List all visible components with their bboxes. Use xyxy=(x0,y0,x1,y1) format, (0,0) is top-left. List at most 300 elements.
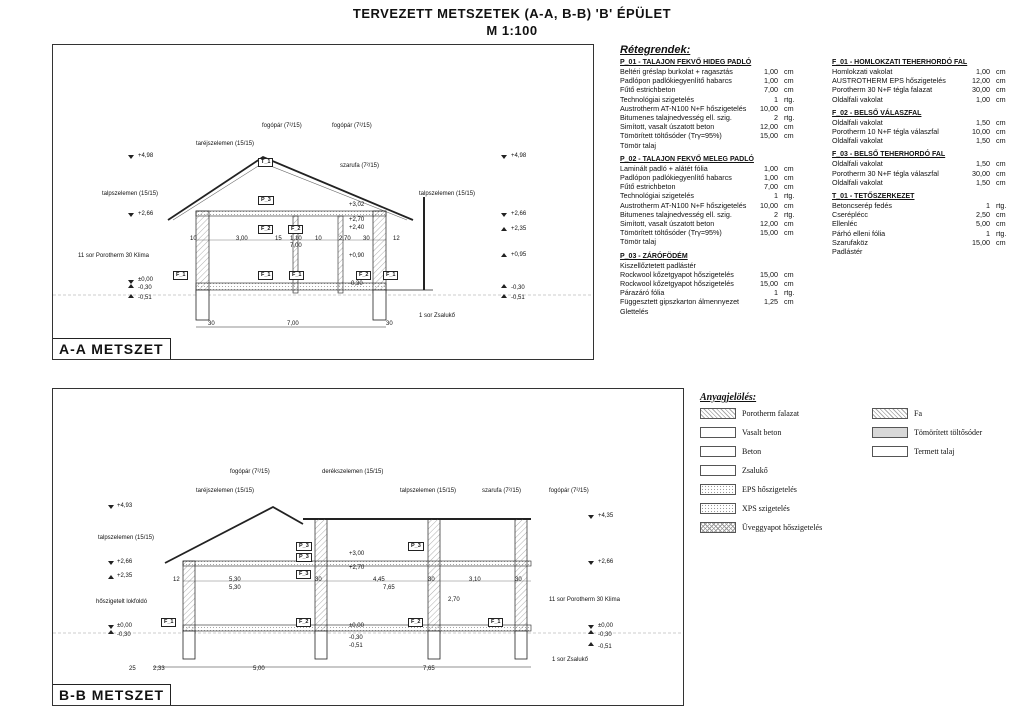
dim-bb-12: 5,00 xyxy=(253,666,265,672)
tag-bb-6: F_2 xyxy=(408,618,423,627)
callout-aa-4: talpszelemen (15/15) xyxy=(102,191,159,197)
level-aa-r3: +0,95 xyxy=(511,252,527,258)
material-swatch xyxy=(700,484,736,495)
dim-bb-3: 4,45 xyxy=(373,577,385,583)
level-aa-r0: +4,98 xyxy=(511,153,527,159)
layer-group xyxy=(620,156,806,247)
tag-bb-5: F_2 xyxy=(296,618,311,627)
layer-name: Oldalfali vakolat xyxy=(832,94,883,104)
layer-thickness: 1 xyxy=(774,288,778,298)
layer-unit xyxy=(778,307,806,316)
layer-group xyxy=(832,59,1018,104)
dim-aa-8: 12 xyxy=(393,236,400,242)
layer-thickness: 30,00 xyxy=(972,168,990,178)
material-swatch xyxy=(700,446,736,457)
layer-row xyxy=(620,85,806,94)
tag-bb-2: P_3 xyxy=(408,542,424,551)
layer-name: Padlópon padlókiegyenlítő habarcs xyxy=(620,76,732,86)
layer-thickness: 10,00 xyxy=(760,200,778,210)
layer-row xyxy=(832,229,1018,238)
dim-aa-3: 1,10 xyxy=(290,236,302,242)
layer-thickness: 1,00 xyxy=(764,163,778,173)
drawing-scale: M 1:100 xyxy=(486,23,538,38)
layer-unit: cm xyxy=(996,168,1006,178)
layer-unit: cm xyxy=(784,228,794,238)
layer-name: Technológiai szigetelés xyxy=(620,191,694,201)
level-aa-r5: -0,51 xyxy=(511,295,525,301)
tag-aa-5: F_1 xyxy=(258,271,273,280)
dim-aa-10: 30 xyxy=(386,321,393,327)
layer-group-title: P_01 - TALAJON FEKVŐ HIDEG PADLÓ xyxy=(620,59,752,66)
dim-bb-4: 30 xyxy=(428,577,435,583)
layer-name: Függesztett gipszkarton álmennyezet xyxy=(620,297,740,307)
layer-name: Cseréplécc xyxy=(832,210,868,220)
layer-thickness: 1,00 xyxy=(764,76,778,86)
layer-group xyxy=(620,59,806,150)
layer-name: Oldalfali vakolat xyxy=(832,177,883,187)
layer-unit xyxy=(990,247,1018,256)
dim-bb-0: 12 xyxy=(173,577,180,583)
layer-row xyxy=(832,169,1018,178)
layer-row xyxy=(832,85,1018,94)
layer-name: Austrotherm AT-N100 N+F hőszigetelés xyxy=(620,200,747,210)
layer-unit: cm xyxy=(784,131,794,141)
material-label: Beton xyxy=(742,447,762,456)
layer-row xyxy=(832,178,1018,187)
callout-aa-1: fogópár (7²/15) xyxy=(332,123,372,129)
layer-thickness: 2 xyxy=(774,209,778,219)
callout-bb-8: 11 sor Porotherm 30 Klima xyxy=(549,597,620,603)
layer-unit: cm xyxy=(784,76,794,86)
section-aa-frame xyxy=(52,44,594,360)
layer-name: Technológiai szigetelés xyxy=(620,94,694,104)
layer-thickness: 1 xyxy=(986,228,990,238)
layer-unit: cm xyxy=(784,219,794,229)
layer-row xyxy=(832,247,1018,256)
callout-bb-7: hőszigetelt lokfoldó xyxy=(96,599,148,605)
layer-group-title: P_02 - TALAJON FEKVŐ MELEG PADLÓ xyxy=(620,155,754,163)
layer-row xyxy=(620,279,806,288)
materials-legend xyxy=(700,392,1000,542)
inner-level-aa-0: +3,02 xyxy=(349,202,365,208)
layer-name: Betoncserép fedés xyxy=(832,201,892,211)
layer-group-title: F_01 - HOMLOKZATI TEHERHORDÓ FAL xyxy=(832,59,968,66)
layer-thickness: 1 xyxy=(774,191,778,201)
layer-unit: cm xyxy=(996,136,1006,146)
level-bb-l4: -0,30 xyxy=(117,632,131,638)
layer-group-title: T_01 - TETŐSZERKEZET xyxy=(832,193,915,201)
material-label: Tömörített töltősóder xyxy=(914,428,983,437)
layer-thickness: 1,50 xyxy=(976,117,990,127)
layer-thickness: 1,50 xyxy=(976,136,990,146)
layer-unit: cm xyxy=(996,67,1006,76)
layer-row xyxy=(620,104,806,113)
layer-thickness: 15,00 xyxy=(760,279,778,289)
material-swatch xyxy=(700,427,736,438)
layer-row xyxy=(620,67,806,76)
level-bb-l3: ±0,00 xyxy=(117,623,132,629)
layer-unit: cm xyxy=(996,94,1006,104)
level-aa-l3: -0,30 xyxy=(138,285,152,291)
layer-group-title: F_02 - BELSŐ VÁLASZFAL xyxy=(832,109,922,117)
layer-row xyxy=(832,219,1018,228)
layer-row xyxy=(832,95,1018,104)
material-swatch xyxy=(700,408,736,419)
layer-name: Fűtő estrichbeton xyxy=(620,85,676,95)
tag-aa-0: T_1 xyxy=(258,158,273,167)
dim-bb-8: 5,30 xyxy=(229,585,241,591)
layer-unit: cm xyxy=(784,173,794,183)
callout-bb-4: szarufa (7²/15) xyxy=(482,488,522,494)
layer-row xyxy=(620,270,806,279)
layer-unit: cm xyxy=(784,67,794,76)
material-item xyxy=(872,446,955,457)
layer-thickness xyxy=(966,247,990,256)
layer-name: Szarufaköz xyxy=(832,237,868,247)
layer-thickness xyxy=(754,141,778,150)
material-item xyxy=(700,484,797,495)
material-label: EPS hőszigetelés xyxy=(742,485,797,494)
callout-aa-7: 1 sor Zsalukő xyxy=(419,313,456,319)
callout-bb-0: fogópár (7²/15) xyxy=(230,469,270,475)
material-item xyxy=(700,522,822,533)
layer-group xyxy=(832,110,1018,146)
layer-unit: cm xyxy=(784,279,794,289)
material-swatch xyxy=(872,446,908,457)
layer-name: Simított, vasalt úszatott beton xyxy=(620,122,715,132)
tag-bb-1: P_3 xyxy=(296,553,312,562)
dim-aa-9: 30 xyxy=(208,321,215,327)
layer-name: Tömör talaj xyxy=(620,140,656,150)
dim-aa-1: 3,00 xyxy=(236,236,248,242)
layer-row xyxy=(620,95,806,104)
layer-unit: cm xyxy=(784,122,794,132)
layers-col-left xyxy=(620,59,806,322)
callout-aa-2: taréjszelemen (15/15) xyxy=(196,141,255,147)
layer-row xyxy=(620,219,806,228)
layer-name: Padlástér xyxy=(832,247,863,257)
dim-bb-6: 30 xyxy=(515,577,522,583)
layer-name: Párazáró fólia xyxy=(620,288,665,298)
level-aa-l4: -0,51 xyxy=(138,295,152,301)
layer-row xyxy=(620,297,806,306)
inner-level-bb-4: -0,51 xyxy=(349,643,363,649)
level-aa-r1: +2,66 xyxy=(511,211,527,217)
layer-name: Bitumenes talajnedvesség ell. szig. xyxy=(620,113,732,123)
layer-name: Rockwool kőzetgyapot hőszigetelés xyxy=(620,269,734,279)
layer-unit: cm xyxy=(996,210,1006,220)
layer-row xyxy=(620,141,806,150)
layer-row xyxy=(620,288,806,297)
layer-unit: rtg. xyxy=(996,228,1007,238)
layers-col-right xyxy=(832,59,1018,262)
layer-row xyxy=(832,118,1018,127)
layer-thickness: 12,00 xyxy=(972,76,990,86)
level-bb-r4: -0,51 xyxy=(598,644,612,650)
layer-row xyxy=(620,191,806,200)
layer-thickness: 15,00 xyxy=(760,131,778,141)
dim-bb-13: 7,65 xyxy=(423,666,435,672)
layer-unit: cm xyxy=(996,237,1006,247)
layer-name: Porotherm 10 N+F tégla válaszfal xyxy=(832,127,939,137)
callout-aa-5: talpszelemen (15/15) xyxy=(419,191,476,197)
layer-unit: cm xyxy=(784,163,794,173)
layer-unit: rtg. xyxy=(784,191,795,201)
callout-bb-5: fogópár (7²/15) xyxy=(549,488,589,494)
layer-thickness: 5,00 xyxy=(976,219,990,229)
layer-thickness: 1,25 xyxy=(764,297,778,307)
layer-group xyxy=(620,253,806,316)
layer-thickness: 12,00 xyxy=(760,219,778,229)
layer-unit: cm xyxy=(784,85,794,95)
material-item xyxy=(700,427,781,438)
layer-row xyxy=(832,238,1018,247)
layer-name: Beltéri gréslap burkolat + ragasztás xyxy=(620,67,733,76)
layer-name: Porotherm 30 N+F tégla falazat xyxy=(832,85,933,95)
layer-name: Oldalfali vakolat xyxy=(832,159,883,169)
dim-bb-10: 25 xyxy=(129,666,136,672)
layer-name: Homlokzati vakolat xyxy=(832,67,893,76)
layer-unit: rtg. xyxy=(996,201,1007,211)
dim-aa-7: 30 xyxy=(363,236,370,242)
level-aa-r4: -0,30 xyxy=(511,285,525,291)
layer-row xyxy=(832,76,1018,85)
materials-heading: Anyagjelölés: xyxy=(700,392,757,403)
layer-unit: cm xyxy=(996,117,1006,127)
tag-aa-4: F_1 xyxy=(173,271,188,280)
tag-bb-4: F_1 xyxy=(161,618,176,627)
layer-row xyxy=(620,201,806,210)
layer-unit: rtg. xyxy=(784,209,795,219)
layer-name: Párhó elleni fólia xyxy=(832,228,886,238)
tag-bb-7: F_1 xyxy=(488,618,503,627)
layer-thickness: 30,00 xyxy=(972,85,990,95)
layer-unit xyxy=(778,237,806,246)
material-swatch xyxy=(700,503,736,514)
layer-unit xyxy=(778,261,806,270)
layer-name: Padlópon padlókiegyenlítő habarcs xyxy=(620,173,732,183)
callout-aa-0: fogópár (7²/15) xyxy=(262,123,302,129)
layer-name: Tömörített töltősóder (Trγ=95%) xyxy=(620,228,722,238)
layer-row xyxy=(832,201,1018,210)
layer-row xyxy=(620,237,806,246)
callout-bb-6: talpszelemen (15/15) xyxy=(98,535,155,541)
section-bb-frame xyxy=(52,388,684,706)
layer-row xyxy=(620,261,806,270)
layers-legend xyxy=(620,44,1010,344)
layer-thickness: 15,00 xyxy=(972,237,990,247)
dim-aa-4: 7,00 xyxy=(290,243,302,249)
layer-row xyxy=(832,210,1018,219)
layer-group xyxy=(832,193,1018,256)
layer-thickness: 10,00 xyxy=(760,103,778,113)
tag-aa-8: F_1 xyxy=(383,271,398,280)
material-label: Fa xyxy=(914,409,922,418)
level-aa-l2: ±0,00 xyxy=(138,277,153,283)
material-item xyxy=(700,446,761,457)
layer-row xyxy=(620,228,806,237)
material-label: Üveggyapot hőszigetelés xyxy=(742,523,823,532)
layer-name: Kiszellőztetett padlástér xyxy=(620,260,696,270)
layer-thickness: 1 xyxy=(986,201,990,211)
material-label: Zsalukő xyxy=(742,466,768,475)
layer-row xyxy=(832,159,1018,168)
layer-thickness: 10,00 xyxy=(972,127,990,137)
layer-thickness: 12,00 xyxy=(760,122,778,132)
tag-aa-6: F_1 xyxy=(289,271,304,280)
layer-name: Oldalfali vakolat xyxy=(832,117,883,127)
dim-bb-1: 5,30 xyxy=(229,577,241,583)
layer-name: Oldalfali vakolat xyxy=(832,136,883,146)
material-label: Porotherm falazat xyxy=(742,409,800,418)
layer-name: Tömörített töltősóder (Trγ=95%) xyxy=(620,131,722,141)
layer-name: Rockwool kőzetgyapot hőszigetelés xyxy=(620,279,734,289)
layer-unit: cm xyxy=(784,182,794,192)
tag-aa-2: F_2 xyxy=(258,225,273,234)
layer-name: AUSTROTHERM EPS hőszigetelés xyxy=(832,76,946,86)
layers-heading: Rétegrendek: xyxy=(620,44,691,56)
material-swatch xyxy=(872,408,908,419)
inner-level-aa-3: +0,90 xyxy=(349,253,365,259)
layer-row xyxy=(620,182,806,191)
dim-aa-6: 2,70 xyxy=(339,236,351,242)
level-aa-l1: +2,66 xyxy=(138,211,154,217)
layer-thickness: 2 xyxy=(774,113,778,123)
callout-bb-1: derékszelemen (15/15) xyxy=(322,469,384,475)
inner-level-aa-1: +2,70 xyxy=(349,217,365,223)
tag-aa-1: P_3 xyxy=(258,196,274,205)
level-bb-l2: +2,35 xyxy=(117,573,133,579)
tag-aa-7: F_2 xyxy=(356,271,371,280)
layer-unit xyxy=(778,141,806,150)
layer-row xyxy=(832,136,1018,145)
level-bb-r2: ±0,00 xyxy=(598,623,613,629)
dim-aa-5: 10 xyxy=(315,236,322,242)
material-item xyxy=(700,408,799,419)
material-label: Termett talaj xyxy=(914,447,955,456)
layer-name: Ellenléc xyxy=(832,219,858,229)
layer-thickness: 1,00 xyxy=(764,67,778,76)
tag-bb-3: F_3 xyxy=(296,570,311,579)
layer-row xyxy=(620,173,806,182)
layer-row xyxy=(620,113,806,122)
layer-unit: cm xyxy=(996,76,1006,86)
layer-unit: cm xyxy=(784,200,794,210)
inner-level-aa-4: -0,30 xyxy=(349,281,363,287)
layer-thickness: 1,50 xyxy=(976,159,990,169)
layer-thickness: 1,00 xyxy=(764,173,778,183)
tag-aa-3: F_2 xyxy=(288,225,303,234)
inner-level-bb-3: -0,30 xyxy=(349,635,363,641)
material-swatch xyxy=(872,427,908,438)
dim-aa-0: 10 xyxy=(190,236,197,242)
inner-level-aa-2: +2,40 xyxy=(349,225,365,231)
section-aa-drawing xyxy=(53,45,593,359)
layer-row xyxy=(620,164,806,173)
dim-bb-2: 30 xyxy=(315,577,322,583)
layer-thickness: 15,00 xyxy=(760,228,778,238)
layer-unit: cm xyxy=(996,177,1006,187)
layer-name: Fűtő estrichbeton xyxy=(620,182,676,192)
layer-thickness: 1,00 xyxy=(976,67,990,76)
dim-aa-2: 15 xyxy=(275,236,282,242)
layer-row xyxy=(620,131,806,140)
layer-unit: cm xyxy=(784,103,794,113)
layer-unit: rtg. xyxy=(784,288,795,298)
layer-thickness xyxy=(754,237,778,246)
level-aa-l0: +4,98 xyxy=(138,153,154,159)
layer-group xyxy=(832,151,1018,187)
inner-level-bb-1: +2,70 xyxy=(349,565,365,571)
layer-unit: cm xyxy=(996,85,1006,95)
layer-name: Laminált padló + alátét fólia xyxy=(620,163,708,173)
layer-thickness xyxy=(754,307,778,316)
level-bb-r0: +4,35 xyxy=(598,513,614,519)
layer-row xyxy=(832,127,1018,136)
layer-thickness: 2,50 xyxy=(976,210,990,220)
layer-thickness: 7,00 xyxy=(764,85,778,95)
dim-bb-7: 7,65 xyxy=(383,585,395,591)
material-swatch xyxy=(700,522,736,533)
layer-row xyxy=(620,307,806,316)
layer-name: Bitumenes talajnedvesség ell. szig. xyxy=(620,209,732,219)
layer-thickness: 1,50 xyxy=(976,177,990,187)
level-bb-r1: +2,66 xyxy=(598,559,614,565)
layer-thickness: 1 xyxy=(774,94,778,104)
section-bb-label: B-B METSZET xyxy=(53,684,171,705)
inner-level-bb-2: ±0,00 xyxy=(349,623,364,629)
layer-group-title: F_03 - BELSŐ TEHERHORDÓ FAL xyxy=(832,151,946,159)
dim-bb-5: 3,10 xyxy=(469,577,481,583)
layer-row xyxy=(832,67,1018,76)
material-item xyxy=(872,427,982,438)
inner-level-bb-0: +3,00 xyxy=(349,551,365,557)
dim-bb-11: 2,33 xyxy=(153,666,165,672)
callout-aa-6: 11 sor Porotherm 30 Klima xyxy=(78,253,149,259)
material-label: Vasalt beton xyxy=(742,428,782,437)
level-bb-r3: -0,30 xyxy=(598,632,612,638)
layer-unit: cm xyxy=(996,127,1006,137)
layer-thickness: 1,00 xyxy=(976,94,990,104)
layer-name: Tömör talaj xyxy=(620,237,656,247)
dim-bb-9: 2,70 xyxy=(448,597,460,603)
layer-unit: cm xyxy=(784,297,794,307)
callout-bb-9: 1 sor Zsalukő xyxy=(552,657,589,663)
layer-unit: rtg. xyxy=(784,113,795,123)
callout-bb-3: talpszelemen (15/15) xyxy=(400,488,457,494)
tag-bb-0: P_3 xyxy=(296,542,312,551)
level-bb-l1: +2,66 xyxy=(117,559,133,565)
material-label: XPS szigetelés xyxy=(742,504,790,513)
callout-bb-2: taréjszelemen (15/15) xyxy=(196,488,255,494)
level-bb-l0: +4,93 xyxy=(117,503,133,509)
callout-aa-3: szarufa (7²/15) xyxy=(340,163,380,169)
layer-name: Glettelés xyxy=(620,306,649,316)
material-swatch xyxy=(700,465,736,476)
layer-thickness: 15,00 xyxy=(760,269,778,279)
material-item xyxy=(700,503,790,514)
section-aa-label: A-A METSZET xyxy=(53,338,171,359)
level-aa-r2: +2,35 xyxy=(511,226,527,232)
layer-unit: rtg. xyxy=(784,94,795,104)
layer-thickness xyxy=(754,261,778,270)
layer-name: Simított, vasalt úszatott beton xyxy=(620,219,715,229)
layer-name: Porotherm 30 N+F tégla válaszfal xyxy=(832,168,939,178)
layer-row xyxy=(620,76,806,85)
layer-unit: cm xyxy=(996,159,1006,169)
layer-name: Austrotherm AT-N100 N+F hőszigetelés xyxy=(620,103,747,113)
material-item xyxy=(700,465,768,476)
